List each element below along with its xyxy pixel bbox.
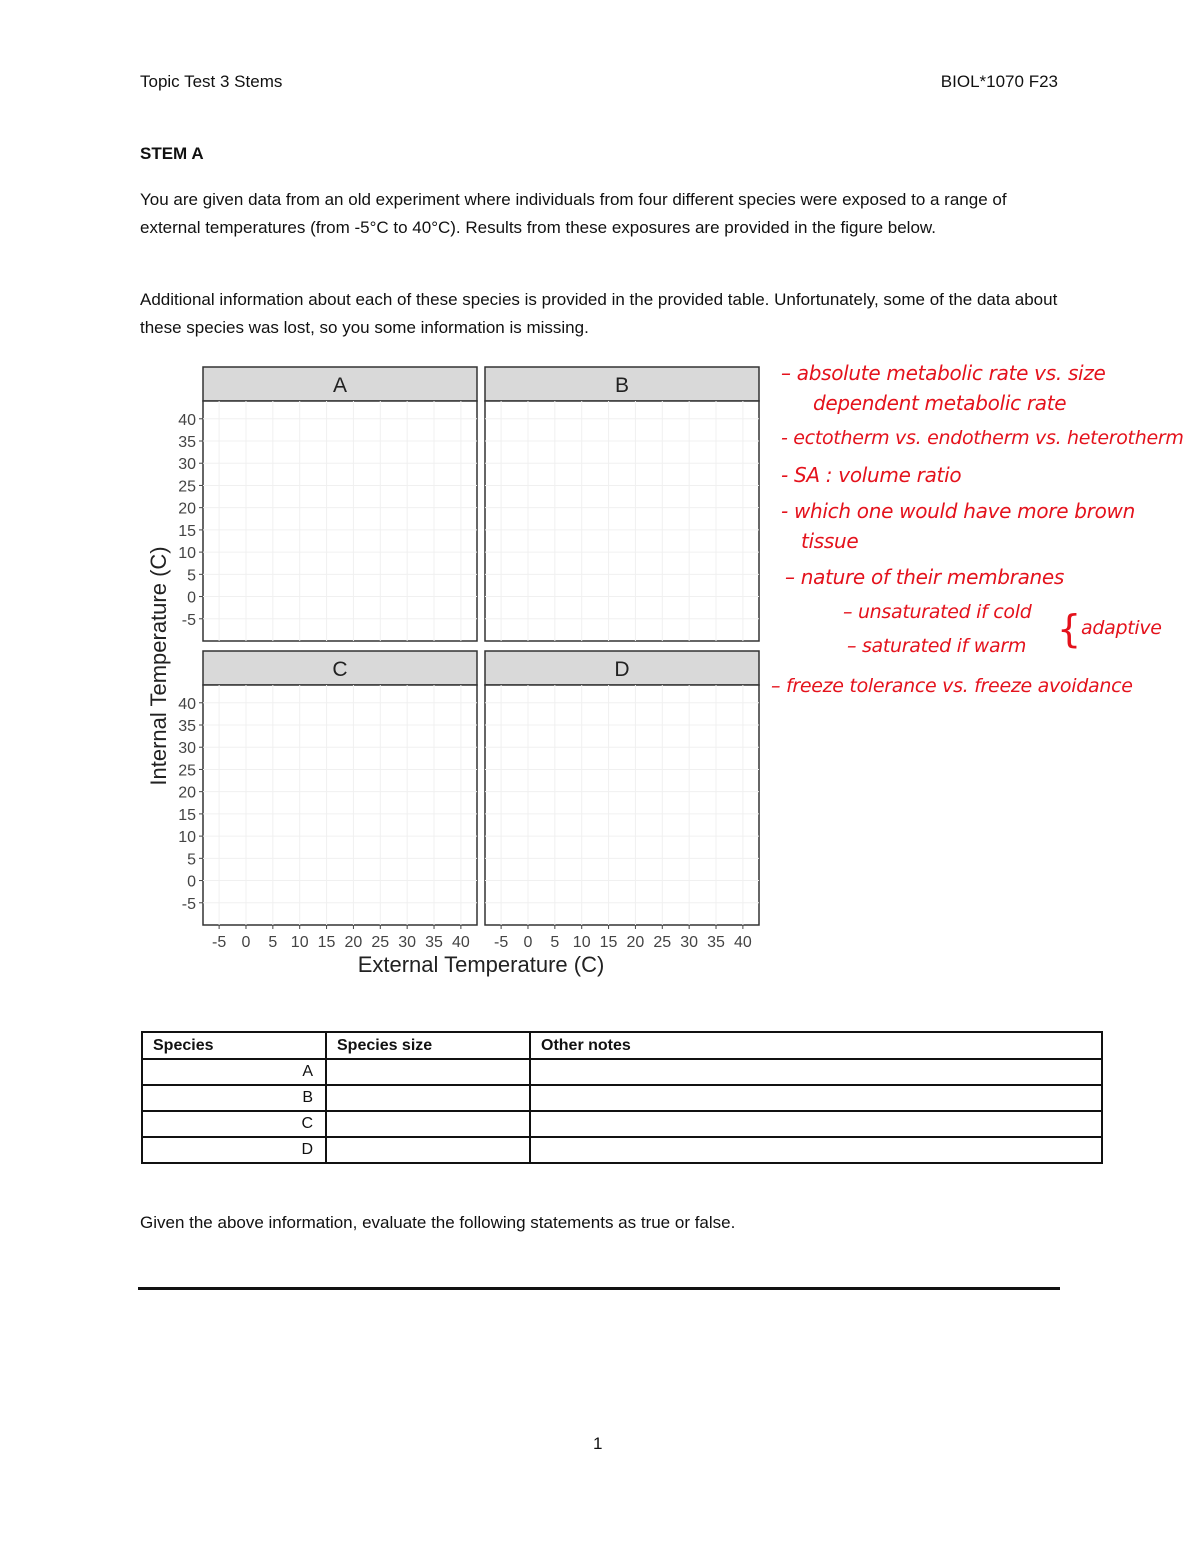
x-tick-label: 30 (680, 934, 699, 951)
facet-panel (485, 401, 759, 641)
species-cell: A (142, 1059, 326, 1085)
x-tick-label: 35 (707, 934, 725, 951)
table-header-row (142, 1032, 1102, 1059)
species-table (141, 1031, 1103, 1164)
y-tick-label: 15 (178, 806, 196, 824)
note-line: - ectotherm vs. endotherm vs. heterotherm (781, 427, 1184, 449)
note-brace: { (1057, 607, 1081, 651)
y-tick-label: -5 (181, 895, 196, 913)
y-tick-label: 20 (178, 784, 196, 802)
x-tick-label: 40 (451, 934, 470, 951)
note-line: – saturated if warm (847, 635, 1027, 657)
x-tick-label: 35 (425, 934, 443, 951)
y-tick-label: 0 (187, 873, 196, 891)
x-tick-label: 15 (599, 934, 618, 951)
y-tick-label: -5 (181, 611, 196, 629)
facet-panel (485, 685, 759, 925)
col-size-header: Species size (326, 1032, 530, 1059)
notes-cell (530, 1059, 1102, 1085)
y-tick-label: 35 (178, 434, 196, 451)
y-tick-label: 40 (178, 695, 196, 713)
x-axis-label: External Temperature (C) (357, 952, 605, 977)
stem-title: STEM A (140, 144, 204, 163)
species-cell: B (142, 1085, 326, 1111)
x-tick-label: -5 (494, 934, 509, 951)
species-cell: D (142, 1137, 326, 1163)
facet-panel (203, 685, 477, 925)
divider-line (138, 1287, 1060, 1290)
x-tick-label: 5 (268, 934, 278, 951)
size-cell (326, 1059, 530, 1085)
y-tick-label: 25 (178, 762, 196, 780)
x-tick-label: 20 (344, 934, 363, 951)
note-line: - which one would have more brown (781, 499, 1135, 523)
facet-panel (203, 401, 477, 641)
header-course-code: BIOL*1070 F23 (940, 72, 1058, 91)
x-tick-label: 15 (317, 934, 336, 951)
note-line: – freeze tolerance vs. freeze avoidance (771, 675, 1133, 697)
col-notes-header: Other notes (530, 1032, 1102, 1059)
x-tick-label: 10 (572, 934, 591, 951)
y-tick-label: 10 (178, 545, 196, 563)
table-row (142, 1059, 1102, 1085)
x-tick-label: 30 (398, 934, 417, 951)
size-cell (326, 1137, 530, 1163)
facet-label: B (614, 374, 630, 397)
x-tick-label: 25 (653, 934, 672, 951)
species-cell: C (142, 1111, 326, 1137)
y-tick-label: 10 (178, 829, 196, 847)
x-tick-label: 0 (241, 934, 251, 951)
handwritten-notes (765, 355, 1200, 715)
x-tick-label: 10 (290, 934, 309, 951)
x-tick-label: 0 (523, 934, 533, 951)
facet-label: D (614, 658, 630, 681)
y-tick-label: 25 (178, 478, 196, 496)
notes-cell (530, 1137, 1102, 1163)
y-axis-label: Internal Temperature (C) (146, 546, 171, 786)
note-line: tissue (801, 529, 859, 553)
stem-paragraph-1: You are given data from an old experiment where individuals from four different species were exposed to a range of external temperatures (from -5°C to 40°C). Results from these exposures are provided in the figure below. (140, 190, 1007, 237)
y-tick-label: 35 (178, 718, 196, 735)
question-prompt: Given the above information, evaluate the following statements as true or false. (140, 1213, 736, 1232)
y-tick-label: 5 (187, 567, 196, 585)
table-row (142, 1085, 1102, 1111)
size-cell (326, 1085, 530, 1111)
y-tick-label: 15 (178, 522, 196, 540)
table-row (142, 1111, 1102, 1137)
facet-label: A (332, 374, 348, 397)
temperature-facet-chart (0, 355, 770, 995)
stem-paragraph-2: Additional information about each of these species is provided in the provided table. Unfortunately, some of the data about these species was lost, so you some information is missing. (140, 290, 1058, 337)
note-line: – nature of their membranes (785, 565, 1065, 589)
note-line: dependent metabolic rate (813, 391, 1067, 415)
x-tick-label: 5 (550, 934, 560, 951)
x-tick-label: 25 (371, 934, 390, 951)
note-line: - SA : volume ratio (781, 463, 962, 487)
col-species-header: Species (142, 1032, 326, 1059)
header-course-title: Topic Test 3 Stems (140, 72, 283, 91)
notes-cell (530, 1085, 1102, 1111)
y-tick-label: 40 (178, 411, 196, 429)
notes-cell (530, 1111, 1102, 1137)
y-tick-label: 0 (187, 589, 196, 607)
y-tick-label: 20 (178, 500, 196, 518)
note-line: – absolute metabolic rate vs. size (781, 361, 1106, 385)
y-tick-label: 30 (178, 740, 196, 758)
y-tick-label: 5 (187, 851, 196, 869)
note-line: – unsaturated if cold (843, 601, 1032, 623)
y-tick-label: 30 (178, 456, 196, 474)
x-tick-label: -5 (212, 934, 227, 951)
facet-label: C (332, 658, 348, 681)
x-tick-label: 20 (626, 934, 645, 951)
table-row (142, 1137, 1102, 1163)
page-number: 1 (593, 1434, 603, 1453)
note-line: adaptive (1081, 617, 1162, 639)
x-tick-label: 40 (733, 934, 752, 951)
size-cell (326, 1111, 530, 1137)
